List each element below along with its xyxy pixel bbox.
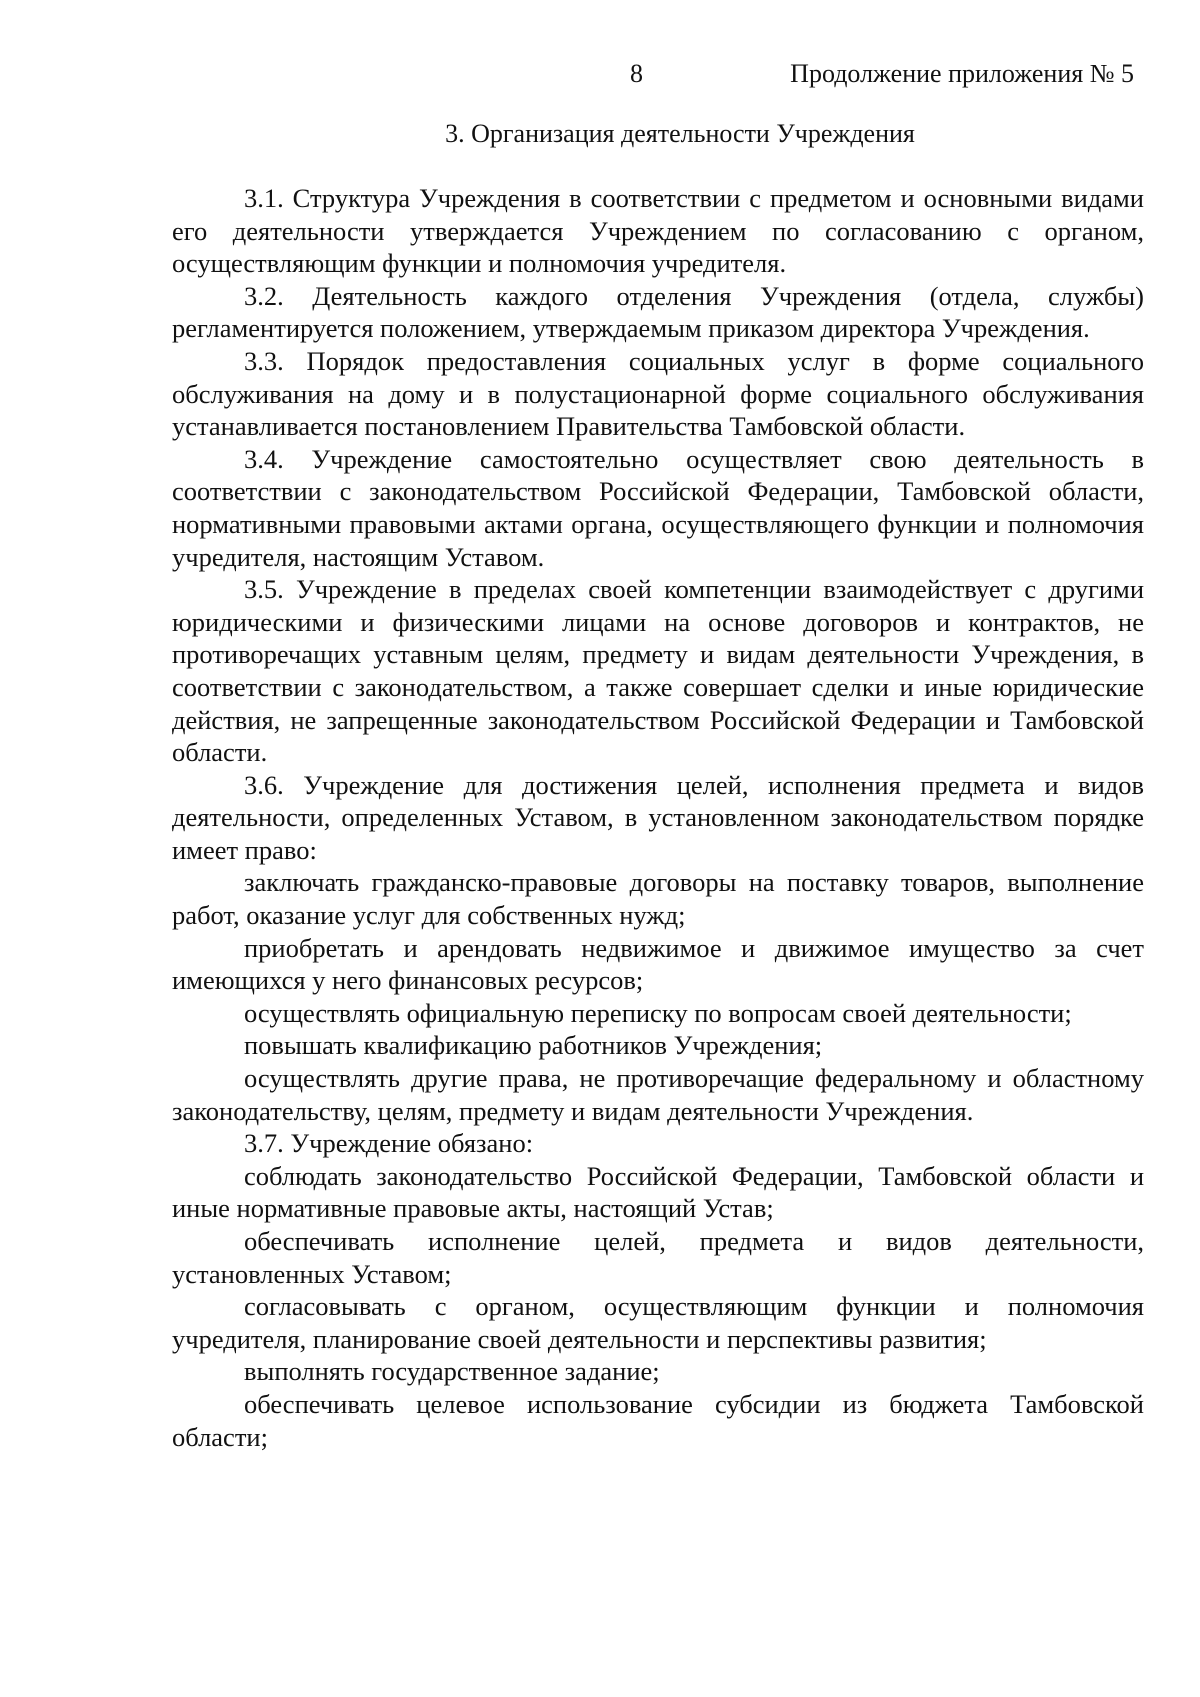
list-item: выполнять государственное задание; — [244, 1356, 660, 1387]
paragraph-3-6: 3.6. Учреждение для достижения целей, исполнения предмета и видов деятельности, определенных Уставом, в установленном законодательством порядке имеет право: — [172, 769, 1144, 865]
list-item: заключать гражданско-правовые договоры на поставку товаров, выполнение работ, оказание услуг для собственных нужд; — [172, 867, 1144, 931]
section-title: 3. Организация деятельности Учреждения — [445, 119, 915, 148]
list-item: повышать квалификацию работников Учреждения; — [244, 1030, 823, 1061]
paragraph-3-3: 3.3. Порядок предоставления социальных услуг в форме социального обслуживания на дому и в полустационарной форме социального обслуживания устанавливается постановлением Правительства Тамбовской области. — [172, 345, 1144, 442]
list-item: обеспечивать исполнение целей, предмета и видов деятельности, установленных Уставом; — [172, 1226, 1144, 1289]
list-item: соблюдать законодательство Российской Федерации, Тамбовской области и иные нормативные правовые акты, настоящий Устав; — [172, 1160, 1144, 1224]
paragraph-3-2: 3.2. Деятельность каждого отделения Учреждения (отдела, службы) регламентируется положением, утверждаемым приказом директора Учреждения. — [172, 280, 1144, 344]
list-item: согласовывать с органом, осуществляющим функции и полномочия учредителя, планирование своей деятельности и перспективы развития; — [172, 1291, 1144, 1354]
list-item: осуществлять официальную переписку по вопросам своей деятельности; — [244, 997, 1072, 1028]
page-number: 8 — [630, 59, 643, 88]
document-body — [172, 182, 1144, 1453]
list-item: обеспечивать целевое использование субсидии из бюджета Тамбовской области; — [172, 1388, 1144, 1452]
header-note: Продолжение приложения № 5 — [790, 59, 1134, 88]
paragraph-3-4: 3.4. Учреждение самостоятельно осуществляет свою деятельность в соответствии с законодательством Российской Федерации, Тамбовской области, нормативными правовыми актами органа, осуществляющего функции и полномочия учредителя, настоящим Уставом. — [172, 443, 1144, 572]
list-item: осуществлять другие права, не противоречащие федеральному и областному законодательству, целям, предмету и видам деятельности Учреждения. — [172, 1063, 1144, 1126]
paragraph-3-1: 3.1. Структура Учреждения в соответствии с предметом и основными видами его деятельности утверждается Учреждением по согласованию с органом, осуществляющим функции и полномочия учредителя. — [172, 183, 1144, 279]
paragraph-3-7: 3.7. Учреждение обязано: — [244, 1128, 534, 1159]
list-item: приобретать и арендовать недвижимое и движимое имущество за счет имеющихся у него финансовых ресурсов; — [172, 932, 1144, 996]
paragraph-3-5: 3.5. Учреждение в пределах своей компетенции взаимодействует с другими юридическими и физическими лицами на основе договоров и контрактов, не противоречащих уставным целям, предмету и видам деятельности Учреждения, в соответствии с законодательством, а также совершает сделки и иные юридические действия, не запрещенные законодательством Российской Федерации и Тамбовской области. — [172, 574, 1144, 768]
